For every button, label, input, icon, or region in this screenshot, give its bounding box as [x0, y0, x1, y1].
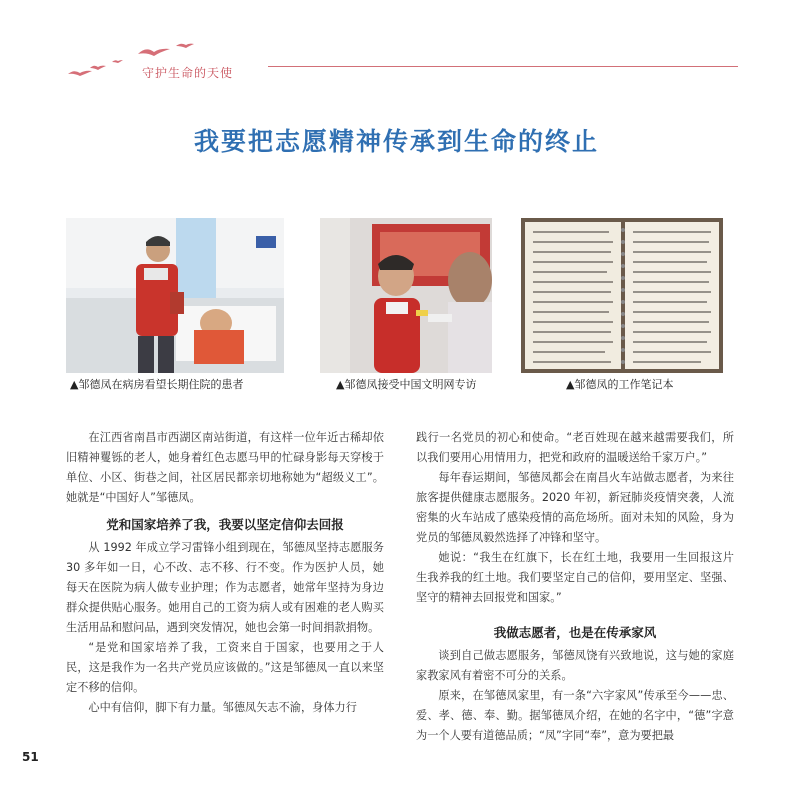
paragraph: 每年春运期间，邹德凤都会在南昌火车站做志愿者，为来往旅客提供健康志愿服务。2020 年初，新冠肺炎疫情突袭，人流密集的火车站成了感染疫情的高危场所。面对未知的风险，身为党员的邹德凤毅然选择了冲锋和坚守。 — [416, 471, 734, 544]
article-column-left — [66, 428, 384, 718]
photo-hospital-visit — [66, 218, 284, 373]
paragraph: 从 1992 年成立学习雷锋小组到现在，邹德凤坚持志愿服务 30 多年如一日，心不改、志不移、行不变。作为医护人员，她每天在医院为病人做专业护理；作为志愿者，她常年坚持为身边群众提供贴心服务。她用自己的工资为病人或有困难的老人购买生活用品和慰问品，遇到突发情况，她也会第一时间捐款捐物。 — [66, 541, 384, 634]
paragraph: 原来，在邹德凤家里，有一条“六字家风”传承至今——忠、爱、孝、德、奉、勤。据邹德凤介绍，在她的名字中，“德”字意为一个人要有道德品质；“凤”字同“奉”，意为要把最 — [416, 689, 734, 742]
photo-notebook — [521, 218, 723, 373]
paragraph: 心中有信仰，脚下有力量。邹德凤矢志不渝，身体力行 — [88, 701, 357, 714]
page-number: 51 — [22, 750, 39, 764]
photo-interview — [320, 218, 492, 373]
photo-caption: ▲邹德凤在病房看望长期住院的患者 — [70, 378, 244, 391]
photo-caption: ▲邹德凤接受中国文明网专访 — [336, 378, 477, 391]
paragraph: “是党和国家培养了我，工资来自于国家，也要用之于人民，这是我作为一名共产党员应该做的。”这是邹德凤一直以来坚定不移的信仰。 — [66, 641, 384, 694]
article-column-right — [416, 428, 734, 746]
header-divider — [268, 66, 738, 67]
paragraph: 在江西省南昌市西湖区南站街道，有这样一位年近古稀却依旧精神矍铄的老人，她身着红色志愿马甲的忙碌身影每天穿梭于单位、小区、街巷之间，社区居民都亲切地称她为“超级义工”。她就是“中国好人”邹德凤。 — [66, 431, 384, 504]
photo-caption: ▲邹德凤的工作笔记本 — [566, 378, 674, 391]
paragraph: 践行一名党员的初心和使命。“老百姓现在越来越需要我们，所以我们要用心用情用力，把党和政府的温暖送给千家万户。” — [416, 431, 734, 464]
section-label: 守护生命的天使 — [142, 66, 234, 80]
section-heading: 党和国家培养了我，我要以坚定信仰去回报 — [106, 517, 344, 532]
section-heading: 我做志愿者，也是在传承家风 — [493, 625, 657, 640]
article-title: 我要把志愿精神传承到生命的终止 — [193, 127, 599, 156]
paragraph: 谈到自己做志愿服务，邹德凤饶有兴致地说，这与她的家庭家教家风有着密不可分的关系。 — [416, 649, 734, 682]
page-header — [0, 0, 793, 90]
paragraph: 她说：“我生在红旗下，长在红土地，我要用一生回报这片生我养我的红土地。我们要坚定自己的信仰，要用坚定、坚强、坚守的精神去回报党和国家。” — [416, 551, 734, 604]
